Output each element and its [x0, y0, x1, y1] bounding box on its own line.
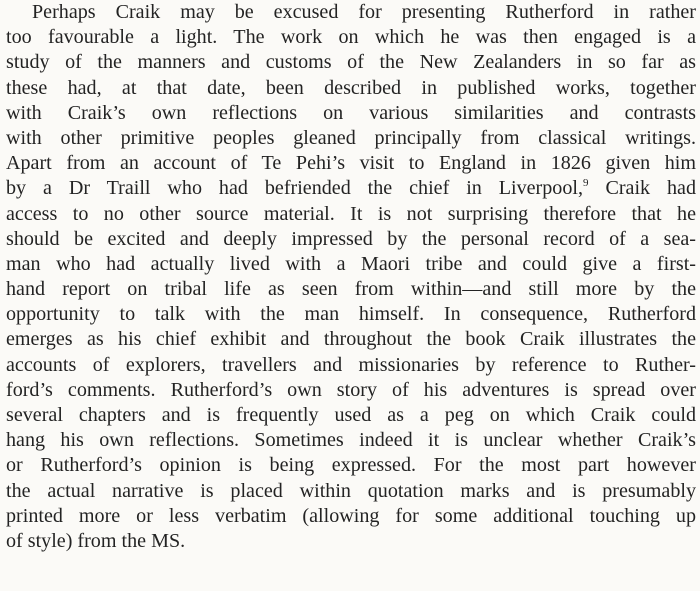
- text-line-11: man who had actually lived with a Maori tribe and could give a first-: [6, 252, 696, 275]
- text-line-9: access to no other source material. It is not surprising therefore that he: [6, 202, 696, 225]
- text-line-22: of style) from the MS.: [6, 529, 186, 552]
- text-line-17: several chapters and is frequently used as a peg on which Craik could: [6, 404, 696, 426]
- text-line-21: printed more or less verbatim (allowing for some additional touching up: [6, 504, 696, 527]
- text-line-3: study of the manners and customs of the New Zealanders in so far as: [6, 51, 696, 74]
- text-line-1: Perhaps Craik may be excused for presenting Rutherford in rather: [32, 1, 696, 23]
- text-line-7: Apart from an account of Te Pehi’s visit to England in 1826 given him: [6, 152, 696, 175]
- text-line-20: the actual narrative is placed within quotation marks and is presumably: [6, 479, 696, 502]
- text-line-5: with Craik’s own reflections on various similarities and contrasts: [6, 101, 696, 124]
- text-line-18: hang his own reflections. Sometimes indeed it is unclear whether Craik’s: [6, 429, 696, 452]
- text-line-12: hand report on tribal life as seen from within—and still more by the: [6, 278, 696, 301]
- text-line-14: emerges as his chief exhibit and throughout the book Craik illustrates the: [6, 328, 696, 351]
- text-line-16: ford’s comments. Rutherford’s own story of his adventures is spread over: [6, 378, 696, 401]
- text-line-4: these had, at that date, been described in published works, together: [6, 76, 696, 99]
- text-line-8: [6, 176, 696, 201]
- text-line-6: with other primitive peoples gleaned principally from classical writings.: [6, 126, 696, 149]
- text-line-15: accounts of explorers, travellers and missionaries by reference to Ruther-: [6, 353, 696, 376]
- footnote-marker: 9: [583, 177, 589, 190]
- text-line-8-part-2: Craik had: [605, 177, 697, 200]
- text-line-13: opportunity to talk with the man himself. In consequence, Rutherford: [6, 303, 696, 326]
- text-line-2: too favourable a light. The work on which he was then engaged is a: [6, 26, 696, 49]
- text-line-19: or Rutherford’s opinion is being expressed. For the most part however: [6, 454, 696, 477]
- text-line-10: should be excited and deeply impressed by the personal record of a sea-: [6, 227, 696, 250]
- text-line-8-part-1: by a Dr Traill who had befriended the chief in Liverpool,: [6, 177, 584, 200]
